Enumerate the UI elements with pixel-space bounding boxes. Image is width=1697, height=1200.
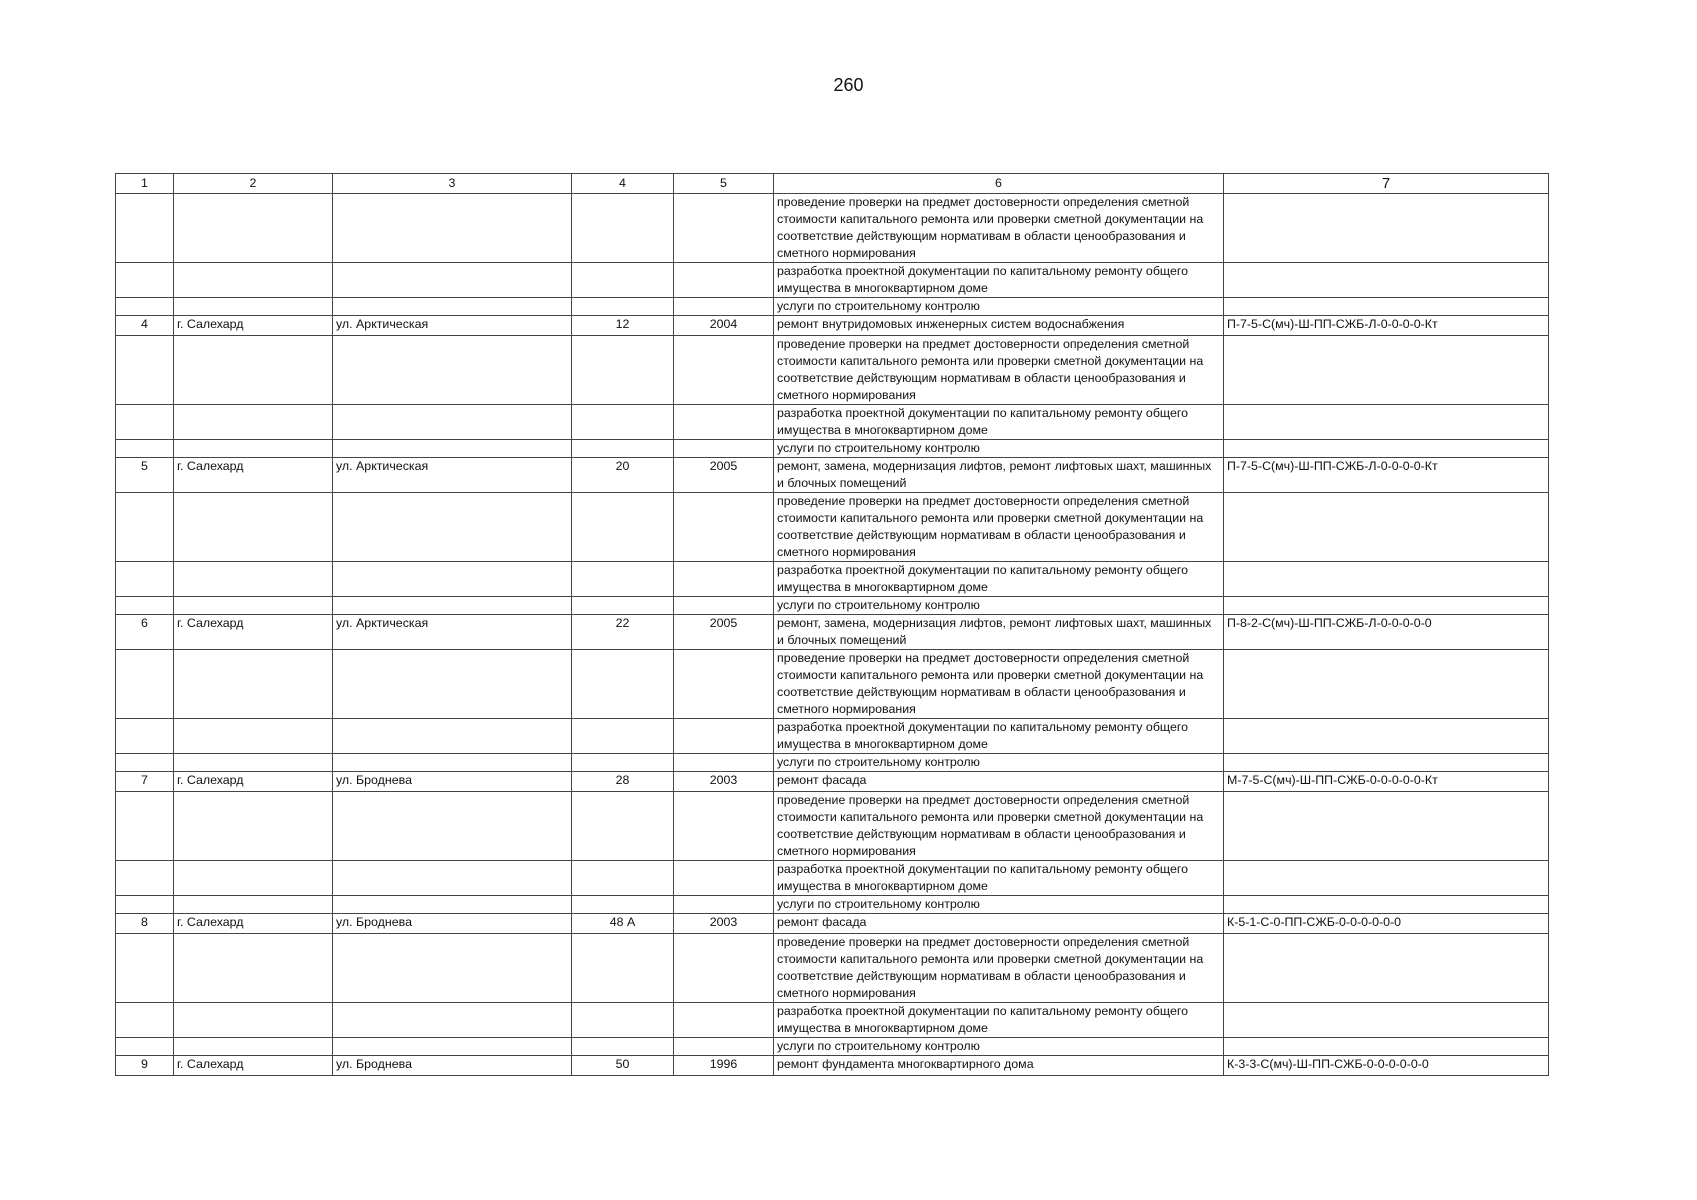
street-cell [333,934,572,1003]
year-cell [674,1038,774,1056]
city-cell: г. Салехард [174,316,333,336]
street-cell [333,194,572,263]
row-number [116,597,174,615]
work-type-cell: ремонт фасада [774,914,1224,934]
year-cell: 2004 [674,316,774,336]
house-number-cell: 20 [572,458,674,493]
work-type-cell: ремонт фасада [774,772,1224,792]
building-row [116,458,1549,493]
street-cell [333,298,572,316]
row-number: 5 [116,458,174,493]
house-number-cell [572,934,674,1003]
work-type-cell: проведение проверки на предмет достоверности определения сметной стоимости капитального ремонта или проверки сметной документации на соответствие действующим нормативам в области ценообразования и сметного нормирования [774,934,1224,1003]
work-type-cell: разработка проектной документации по капитальному ремонту общего имущества в многоквартирном доме [774,405,1224,440]
city-cell [174,440,333,458]
work-subrow [116,336,1549,405]
column-header-3: 3 [333,174,572,194]
city-cell [174,896,333,914]
works-table [115,173,1549,1076]
work-type-cell: ремонт, замена, модернизация лифтов, ремонт лифтовых шахт, машинных и блочных помещений [774,615,1224,650]
row-number [116,298,174,316]
city-cell: г. Салехард [174,615,333,650]
row-number [116,194,174,263]
house-number-cell [572,597,674,615]
house-number-cell [572,754,674,772]
code-cell [1224,1038,1549,1056]
row-number: 8 [116,914,174,934]
code-cell [1224,440,1549,458]
work-type-cell: разработка проектной документации по капитальному ремонту общего имущества в многоквартирном доме [774,719,1224,754]
street-cell: ул. Арктическая [333,615,572,650]
city-cell [174,493,333,562]
row-number [116,1038,174,1056]
row-number [116,792,174,861]
building-row [116,1056,1549,1076]
row-number [116,934,174,1003]
house-number-cell [572,650,674,719]
code-cell: П-7-5-С(мч)-Ш-ПП-СЖБ-Л-0-0-0-0-Кт [1224,458,1549,493]
street-cell [333,792,572,861]
code-cell [1224,1003,1549,1038]
street-cell [333,493,572,562]
city-cell [174,298,333,316]
city-cell [174,597,333,615]
row-number [116,1003,174,1038]
street-cell [333,1038,572,1056]
street-cell: ул. Арктическая [333,316,572,336]
city-cell: г. Салехард [174,772,333,792]
year-cell [674,861,774,896]
house-number-cell: 50 [572,1056,674,1076]
work-type-cell: ремонт внутридомовых инженерных систем водоснабжения [774,316,1224,336]
city-cell: г. Салехард [174,1056,333,1076]
house-number-cell [572,194,674,263]
work-type-cell: услуги по строительному контролю [774,597,1224,615]
city-cell [174,263,333,298]
work-type-cell: разработка проектной документации по капитальному ремонту общего имущества в многоквартирном доме [774,861,1224,896]
column-header-6: 6 [774,174,1224,194]
work-type-cell: разработка проектной документации по капитальному ремонту общего имущества в многоквартирном доме [774,263,1224,298]
year-cell: 2003 [674,914,774,934]
street-cell: ул. Броднева [333,772,572,792]
year-cell: 2003 [674,772,774,792]
street-cell [333,861,572,896]
code-cell: П-8-2-С(мч)-Ш-ПП-СЖБ-Л-0-0-0-0-0 [1224,615,1549,650]
year-cell [674,194,774,263]
house-number-cell [572,493,674,562]
code-cell [1224,650,1549,719]
city-cell [174,792,333,861]
year-cell [674,650,774,719]
city-cell [174,1038,333,1056]
building-row [116,615,1549,650]
code-cell [1224,263,1549,298]
work-subrow [116,719,1549,754]
year-cell [674,336,774,405]
house-number-cell: 22 [572,615,674,650]
year-cell [674,263,774,298]
row-number: 6 [116,615,174,650]
code-cell [1224,194,1549,263]
house-number-cell [572,405,674,440]
street-cell [333,336,572,405]
work-type-cell: ремонт, замена, модернизация лифтов, ремонт лифтовых шахт, машинных и блочных помещений [774,458,1224,493]
year-cell [674,298,774,316]
work-type-cell: проведение проверки на предмет достоверности определения сметной стоимости капитального ремонта или проверки сметной документации на соответствие действующим нормативам в области ценообразования и сметного нормирования [774,194,1224,263]
year-cell [674,493,774,562]
code-cell [1224,934,1549,1003]
year-cell: 1996 [674,1056,774,1076]
city-cell [174,861,333,896]
row-number: 9 [116,1056,174,1076]
code-cell [1224,896,1549,914]
row-number [116,263,174,298]
city-cell [174,405,333,440]
city-cell [174,562,333,597]
city-cell [174,754,333,772]
row-number [116,562,174,597]
work-type-cell: проведение проверки на предмет достоверности определения сметной стоимости капитального ремонта или проверки сметной документации на соответствие действующим нормативам в области ценообразования и сметного нормирования [774,336,1224,405]
row-number: 4 [116,316,174,336]
street-cell [333,896,572,914]
year-cell [674,754,774,772]
code-cell [1224,719,1549,754]
year-cell [674,440,774,458]
street-cell [333,597,572,615]
year-cell [674,934,774,1003]
table-body [116,194,1549,1076]
city-cell [174,336,333,405]
work-subrow [116,650,1549,719]
code-cell [1224,562,1549,597]
work-type-cell: услуги по строительному контролю [774,1038,1224,1056]
column-header-5: 5 [674,174,774,194]
work-type-cell: ремонт фундамента многоквартирного дома [774,1056,1224,1076]
city-cell [174,719,333,754]
work-subrow [116,792,1549,861]
column-header-4: 4 [572,174,674,194]
house-number-cell [572,298,674,316]
code-cell [1224,597,1549,615]
street-cell [333,405,572,440]
work-type-cell: услуги по строительному контролю [774,896,1224,914]
work-type-cell: разработка проектной документации по капитальному ремонту общего имущества в многоквартирном доме [774,1003,1224,1038]
city-cell [174,934,333,1003]
code-cell [1224,792,1549,861]
house-number-cell [572,1038,674,1056]
street-cell [333,440,572,458]
code-cell [1224,336,1549,405]
street-cell: ул. Броднева [333,914,572,934]
street-cell [333,1003,572,1038]
code-cell: К-5-1-С-0-ПП-СЖБ-0-0-0-0-0-0 [1224,914,1549,934]
work-type-cell: услуги по строительному контролю [774,754,1224,772]
house-number-cell [572,562,674,597]
work-subrow [116,405,1549,440]
street-cell: ул. Арктическая [333,458,572,493]
work-subrow [116,934,1549,1003]
column-header-1: 1 [116,174,174,194]
city-cell [174,194,333,263]
street-cell [333,562,572,597]
code-cell: К-3-3-С(мч)-Ш-ПП-СЖБ-0-0-0-0-0-0 [1224,1056,1549,1076]
row-number [116,754,174,772]
building-row [116,772,1549,792]
work-type-cell: услуги по строительному контролю [774,298,1224,316]
house-number-cell [572,792,674,861]
house-number-cell: 12 [572,316,674,336]
year-cell [674,562,774,597]
house-number-cell: 28 [572,772,674,792]
year-cell [674,719,774,754]
code-cell [1224,493,1549,562]
year-cell: 2005 [674,615,774,650]
work-type-cell: проведение проверки на предмет достоверности определения сметной стоимости капитального ремонта или проверки сметной документации на соответствие действующим нормативам в области ценообразования и сметного нормирования [774,493,1224,562]
code-cell [1224,861,1549,896]
house-number-cell [572,336,674,405]
row-number [116,336,174,405]
year-cell [674,405,774,440]
work-subrow [116,298,1549,316]
street-cell [333,650,572,719]
header-row [116,174,1549,194]
column-header-7: 7 [1224,174,1549,194]
row-number [116,719,174,754]
row-number [116,405,174,440]
building-row [116,316,1549,336]
year-cell: 2005 [674,458,774,493]
street-cell: ул. Броднева [333,1056,572,1076]
city-cell: г. Салехард [174,914,333,934]
house-number-cell [572,263,674,298]
code-cell [1224,298,1549,316]
house-number-cell [572,1003,674,1038]
house-number-cell [572,896,674,914]
work-type-cell: разработка проектной документации по капитальному ремонту общего имущества в многоквартирном доме [774,562,1224,597]
work-subrow [116,562,1549,597]
row-number [116,896,174,914]
year-cell [674,1003,774,1038]
row-number: 7 [116,772,174,792]
house-number-cell [572,861,674,896]
city-cell: г. Салехард [174,458,333,493]
work-subrow [116,754,1549,772]
work-subrow [116,493,1549,562]
house-number-cell: 48 А [572,914,674,934]
work-subrow [116,440,1549,458]
work-subrow [116,1038,1549,1056]
code-cell: П-7-5-С(мч)-Ш-ПП-СЖБ-Л-0-0-0-0-Кт [1224,316,1549,336]
row-number [116,493,174,562]
year-cell [674,792,774,861]
page-number: 260 [833,75,864,95]
work-subrow [116,597,1549,615]
work-type-cell: проведение проверки на предмет достоверности определения сметной стоимости капитального ремонта или проверки сметной документации на соответствие действующим нормативам в области ценообразования и сметного нормирования [774,792,1224,861]
code-cell [1224,405,1549,440]
work-subrow [116,194,1549,263]
street-cell [333,263,572,298]
street-cell [333,754,572,772]
code-cell [1224,754,1549,772]
city-cell [174,650,333,719]
row-number [116,650,174,719]
row-number [116,861,174,896]
street-cell [333,719,572,754]
work-subrow [116,861,1549,896]
work-type-cell: проведение проверки на предмет достоверности определения сметной стоимости капитального ремонта или проверки сметной документации на соответствие действующим нормативам в области ценообразования и сметного нормирования [774,650,1224,719]
work-subrow [116,1003,1549,1038]
work-subrow [116,263,1549,298]
building-row [116,914,1549,934]
column-header-2: 2 [174,174,333,194]
row-number [116,440,174,458]
work-subrow [116,896,1549,914]
code-cell: М-7-5-С(мч)-Ш-ПП-СЖБ-0-0-0-0-0-Кт [1224,772,1549,792]
city-cell [174,1003,333,1038]
house-number-cell [572,440,674,458]
work-type-cell: услуги по строительному контролю [774,440,1224,458]
year-cell [674,896,774,914]
year-cell [674,597,774,615]
house-number-cell [572,719,674,754]
